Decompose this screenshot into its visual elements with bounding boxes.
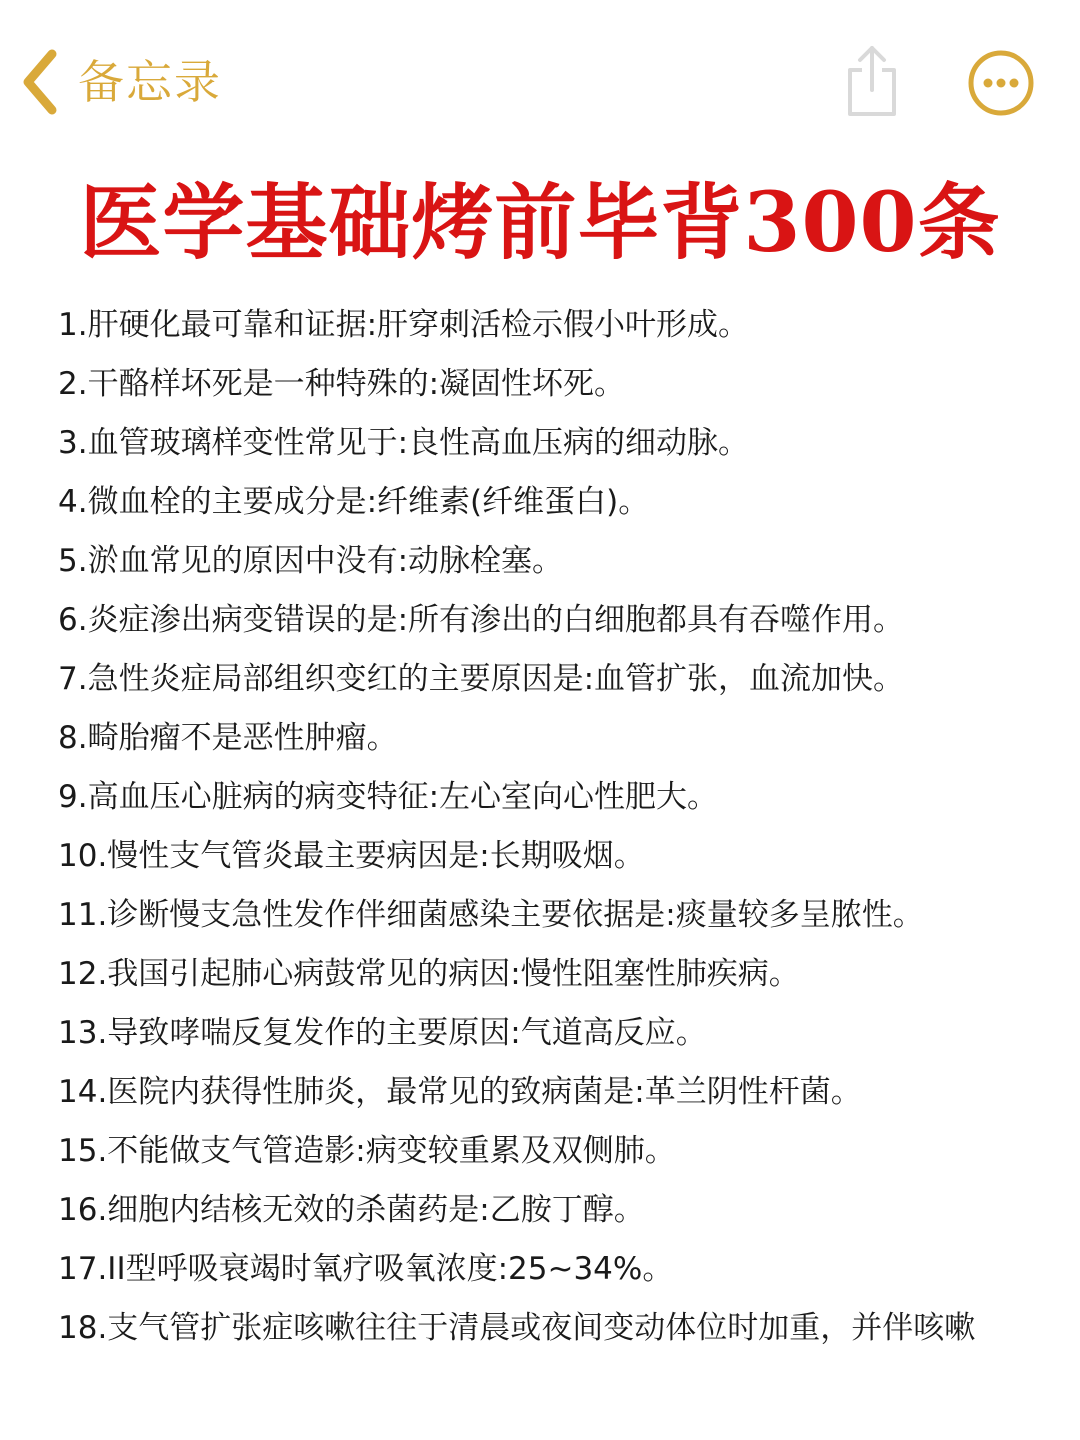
- back-button[interactable]: [18, 44, 222, 120]
- note-item: 1.肝硬化最可靠和证据:肝穿刺活检示假小叶形成。: [58, 307, 750, 343]
- more-circle-icon: [966, 48, 1036, 118]
- note-item: 14.医院内获得性肺炎，最常见的致病菌是:革兰阴性杆菌。: [58, 1074, 862, 1110]
- note-item: 9.高血压心脏病的病变特征:左心室向心性肥大。: [58, 779, 719, 815]
- back-label: 备忘录: [78, 55, 222, 109]
- share-button[interactable]: [840, 40, 904, 120]
- note-item: 2.干酪样坏死是一种特殊的:凝固性坏死。: [58, 366, 626, 402]
- nav-bar: [0, 0, 1080, 140]
- note-item: 17.II型呼吸衰竭时氧疗吸氧浓度:25~34%。: [58, 1251, 674, 1287]
- more-button[interactable]: [966, 48, 1036, 118]
- note-item: 3.血管玻璃样变性常见于:良性高血压病的细动脉。: [58, 425, 750, 461]
- note-item: 16.细胞内结核无效的杀菌药是:乙胺丁醇。: [58, 1192, 645, 1228]
- note-item: 8.畸胎瘤不是恶性肿瘤。: [58, 720, 398, 756]
- note-item: 11.诊断慢支急性发作伴细菌感染主要依据是:痰量较多呈脓性。: [58, 897, 924, 933]
- note-item: 6.炎症渗出病变错误的是:所有渗出的白细胞都具有吞噬作用。: [58, 602, 905, 638]
- note-item: 12.我国引起肺心病鼓常见的病因:慢性阻塞性肺疾病。: [58, 956, 800, 992]
- note-item: 15.不能做支气管造影:病变较重累及双侧肺。: [58, 1133, 676, 1169]
- share-icon: [840, 40, 904, 120]
- note-item: 10.慢性支气管炎最主要病因是:长期吸烟。: [58, 838, 645, 874]
- note-item: 18.支气管扩张症咳嗽往往于清晨或夜间变动体位时加重，并伴咳嗽: [58, 1310, 976, 1346]
- note-item: 5.淤血常见的原因中没有:动脉栓塞。: [58, 543, 564, 579]
- note-item: 4.微血栓的主要成分是:纤维素(纤维蛋白)。: [58, 484, 650, 520]
- note-list: [58, 296, 1058, 1358]
- note-item: 13.导致哮喘反复发作的主要原因:气道高反应。: [58, 1015, 707, 1051]
- note-item: 7.急性炎症局部组织变红的主要原因是:血管扩张，血流加快。: [58, 661, 905, 697]
- chevron-left-icon: [18, 44, 62, 120]
- page-title: 医学基础烤前毕背300条: [79, 175, 1001, 271]
